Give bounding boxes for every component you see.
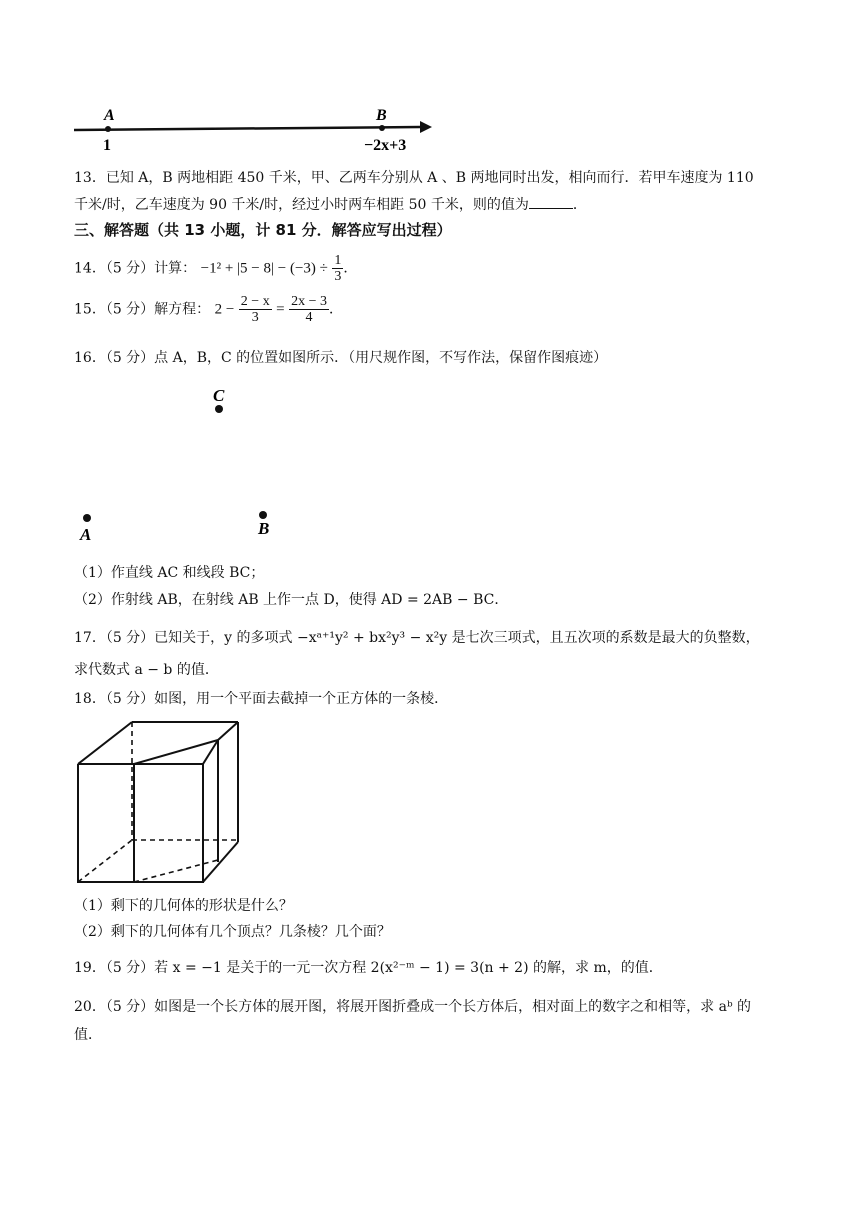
cube-top-left-edge <box>78 722 132 764</box>
q14-line <box>74 253 357 284</box>
point-a2-dot <box>83 514 91 522</box>
q15-suffix: ． <box>328 301 343 318</box>
number-line-figure <box>70 100 450 160</box>
point-b-value: −2x+3 <box>364 137 407 154</box>
q18-line: 18．（5 分）如图，用一个平面去截掉一个正方体的一条棱． <box>74 691 449 707</box>
q20-line2: 值． <box>74 1027 102 1043</box>
q15-fraction-1 <box>239 294 272 325</box>
q18-sub2: （2）剩下的几何体有几个顶点？几条棱？几个面？ <box>74 924 391 940</box>
point-b2-label: B <box>258 519 270 538</box>
q14-frac-num: 1 <box>334 253 342 268</box>
q15-equals: = <box>276 301 285 318</box>
point-a2-label: A <box>80 525 92 544</box>
point-b2-dot <box>259 511 267 519</box>
q16-points-figure <box>70 380 300 550</box>
point-a-dot <box>105 126 111 132</box>
point-a-value: 1 <box>103 137 111 154</box>
q13-line2-text: 千米/时，乙车速度为 90 千米/时，经过小时两车相距 50 千米，则的值为 <box>74 197 529 213</box>
cube-hidden-bottom-left <box>78 840 132 882</box>
q14-frac-den: 3 <box>334 269 342 284</box>
q16-sub1: （1）作直线 AC 和线段 BC； <box>74 565 265 581</box>
point-c-dot <box>215 405 223 413</box>
point-b-dot <box>379 125 385 131</box>
point-a-label: A <box>104 107 115 124</box>
q13-answer-blank <box>529 194 573 209</box>
q15-frac1-den: 3 <box>251 310 259 325</box>
q14-prefix: 14．（5 分）计算： <box>74 260 197 277</box>
q15-line <box>74 294 343 325</box>
section-title: 三、解答题（共 13 小题，计 81 分．解答应写出过程） <box>74 221 452 239</box>
q16-line: 16．（5 分）点 A，B，C 的位置如图所示．（用尺规作图，不写作法，保留作图痕迹） <box>74 350 608 366</box>
q15-frac2-den: 4 <box>305 310 313 325</box>
q18-sub1: （1）剩下的几何体的形状是什么？ <box>74 898 293 914</box>
point-b-label: B <box>376 107 387 124</box>
q18-cube-figure <box>70 712 250 890</box>
q15-fraction-2 <box>289 294 329 325</box>
q13-line2-end: ． <box>572 197 587 213</box>
q14-fraction <box>332 253 343 284</box>
number-line-axis <box>74 127 420 130</box>
q14-expression: −1² + |5 − 8| − (−3) ÷ <box>200 260 328 277</box>
q16-sub2: （2）作射线 AB，在射线 AB 上作一点 D，使得 AD = 2AB − BC． <box>74 592 509 608</box>
cube-front-face <box>78 764 203 882</box>
q15-frac2-num: 2x − 3 <box>291 294 327 309</box>
q15-frac1-num: 2 − x <box>240 294 270 309</box>
point-c-label: C <box>213 386 225 405</box>
q13-line2 <box>74 194 587 215</box>
q15-lead: 2 − <box>214 301 235 318</box>
q17-line2: 求代数式 a − b 的值． <box>74 662 219 678</box>
number-line-arrow <box>420 121 432 133</box>
q15-prefix: 15．（5 分）解方程： <box>74 301 211 318</box>
q14-suffix: ． <box>343 260 358 277</box>
q13-line1: 13．已知 A，B 两地相距 450 千米，甲、乙两车分别从 A 、B 两地同时出发，相向而行．若甲车速度为 110 <box>74 170 754 186</box>
q19-line: 19．（5 分）若 x = −1 是关于的一元一次方程 2(x²⁻ᵐ − 1) = 3(n + 2) 的解，求 m，的值． <box>74 960 663 976</box>
q20-line1: 20．（5 分）如图是一个长方体的展开图，将展开图折叠成一个长方体后，相对面上的数字之和相等，求 aᵇ 的 <box>74 999 752 1015</box>
cube-cut-right-top <box>218 722 238 740</box>
q17-line1: 17．（5 分）已知关于，y 的多项式 −xᵃ⁺¹y² + bx²y³ − x²y 是七次三项式，且五次项的系数是最大的负整数， <box>74 630 760 646</box>
